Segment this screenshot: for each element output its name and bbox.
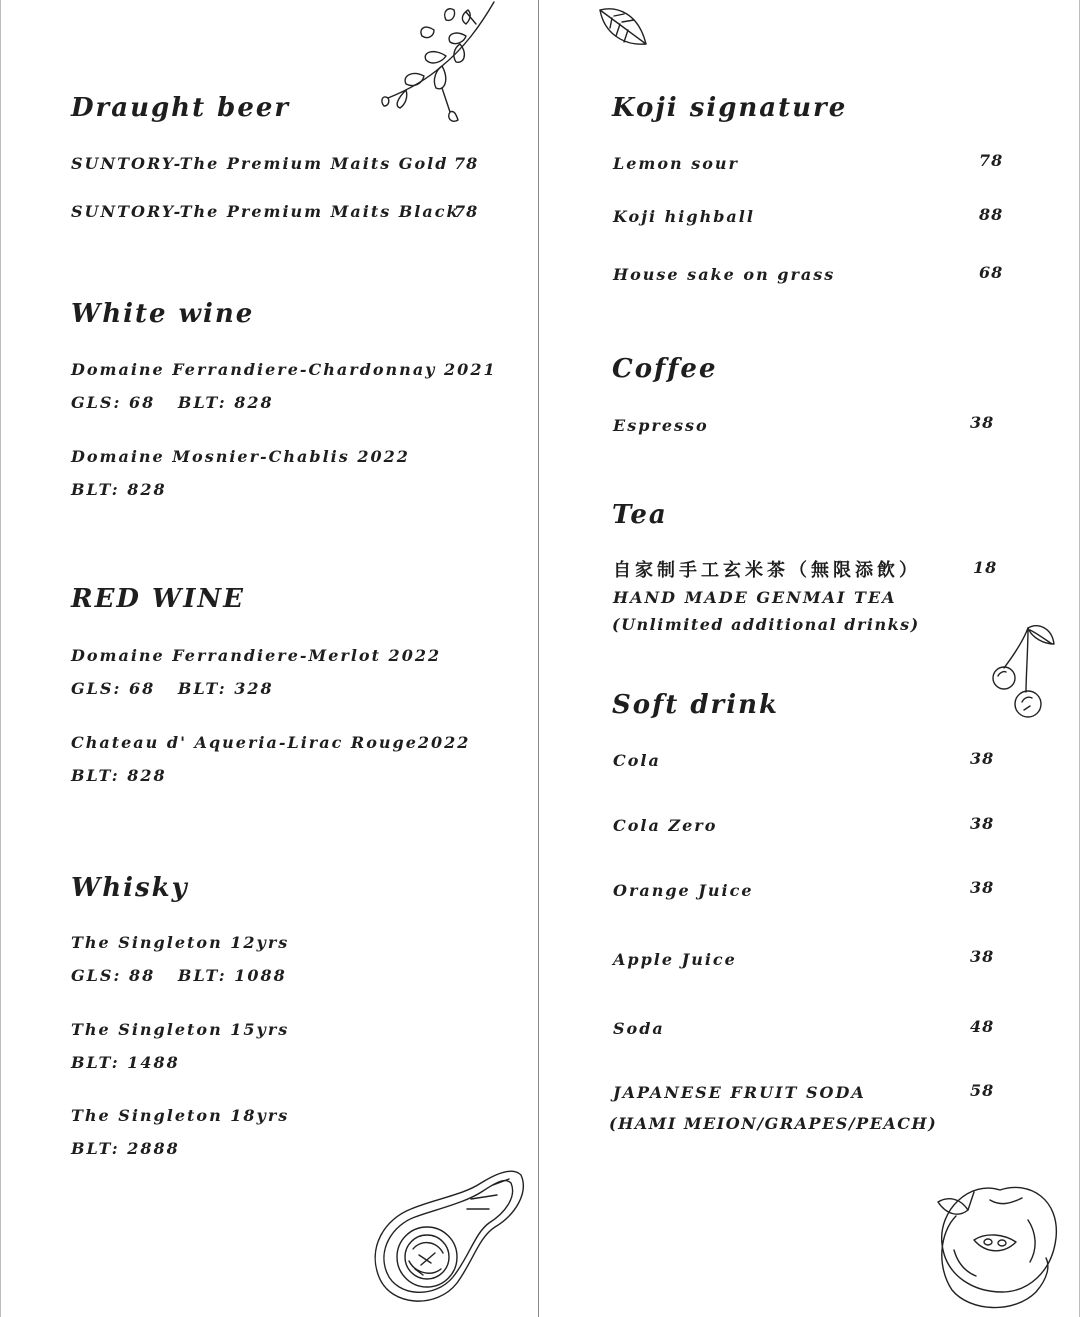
menu-item-name: Apple Juice — [613, 950, 737, 969]
menu-item-price: 38 — [970, 413, 995, 432]
menu-item-price: 78 — [454, 202, 479, 221]
leaf-icon — [598, 6, 650, 48]
tea-note: (Unlimited additional drinks) — [612, 615, 920, 634]
menu-item-name: The Singleton 15yrs — [71, 1020, 290, 1039]
section-title-coffee: Coffee — [612, 354, 718, 384]
section-title-tea: Tea — [612, 500, 668, 530]
section-title-draught-beer: Draught beer — [71, 93, 291, 123]
menu-item-name: Chateau d' Aqueria-Lirac Rouge2022 — [71, 733, 471, 752]
menu-item-name: SUNTORY-The Premium Maits Black — [71, 202, 460, 221]
menu-item-price: 38 — [970, 878, 995, 897]
menu-item-detail: GLS: 68 BLT: 828 — [71, 393, 274, 412]
avocado-icon — [371, 1165, 531, 1310]
fruit-soda-flavors: (HAMI MEION/GRAPES/PEACH) — [609, 1114, 938, 1133]
menu-item-price: 38 — [970, 749, 995, 768]
menu-item-name: Soda — [613, 1019, 665, 1038]
menu-item-price: 38 — [970, 814, 995, 833]
menu-item-name: Cola — [613, 751, 661, 770]
menu-item-name: Domaine Mosnier-Chablis 2022 — [71, 447, 410, 466]
section-title-soft-drink: Soft drink — [612, 690, 780, 720]
menu-item-detail: GLS: 68 BLT: 328 — [71, 679, 274, 698]
menu-item-detail: BLT: 1488 — [71, 1053, 180, 1072]
menu-item-detail: GLS: 88 BLT: 1088 — [71, 966, 287, 985]
menu-item-name: Domaine Ferrandiere-Chardonnay 2021 — [71, 360, 497, 379]
menu-page-left — [0, 0, 539, 1317]
tea-name-chinese: 自家制手工玄米茶（無限添飲） — [613, 560, 921, 581]
menu-item-name: Espresso — [613, 416, 709, 435]
menu-item-name: House sake on grass — [613, 265, 836, 284]
herb-sprig-icon — [376, 0, 501, 130]
section-title-koji-signature: Koji signature — [612, 93, 848, 123]
menu-item-name: JAPANESE FRUIT SODA — [613, 1083, 866, 1102]
menu-item-detail: BLT: 2888 — [71, 1139, 180, 1158]
menu-item-name: The Singleton 18yrs — [71, 1106, 290, 1125]
section-title-whisky: Whisky — [71, 873, 189, 903]
menu-item-price: 78 — [979, 151, 1004, 170]
cherry-icon — [988, 620, 1058, 720]
menu-item-price: 38 — [970, 947, 995, 966]
apple-icon — [930, 1180, 1070, 1315]
section-title-white-wine: White wine — [71, 299, 255, 329]
menu-item-price: 68 — [979, 263, 1004, 282]
menu-item-name: The Singleton 12yrs — [71, 933, 290, 952]
menu-item-name: Domaine Ferrandiere-Merlot 2022 — [71, 646, 442, 665]
menu-item-price: 58 — [970, 1081, 995, 1100]
menu-item-detail: BLT: 828 — [71, 766, 167, 785]
section-title-red-wine: RED WINE — [71, 584, 245, 614]
menu-item-name: Orange Juice — [613, 881, 754, 900]
menu-item-price: 78 — [454, 154, 479, 173]
menu-item-name: SUNTORY-The Premium Maits Gold — [71, 154, 449, 173]
menu-item-price: 88 — [979, 205, 1004, 224]
menu-item-price: 18 — [973, 558, 998, 577]
menu-item-name: Cola Zero — [613, 816, 718, 835]
menu-item-price: 48 — [970, 1017, 995, 1036]
menu-item-name: Koji highball — [613, 207, 755, 226]
menu-item-name: Lemon sour — [613, 154, 739, 173]
menu-page-right — [540, 0, 1080, 1317]
tea-name-english: HAND MADE GENMAI TEA — [613, 588, 897, 607]
menu-item-detail: BLT: 828 — [71, 480, 167, 499]
